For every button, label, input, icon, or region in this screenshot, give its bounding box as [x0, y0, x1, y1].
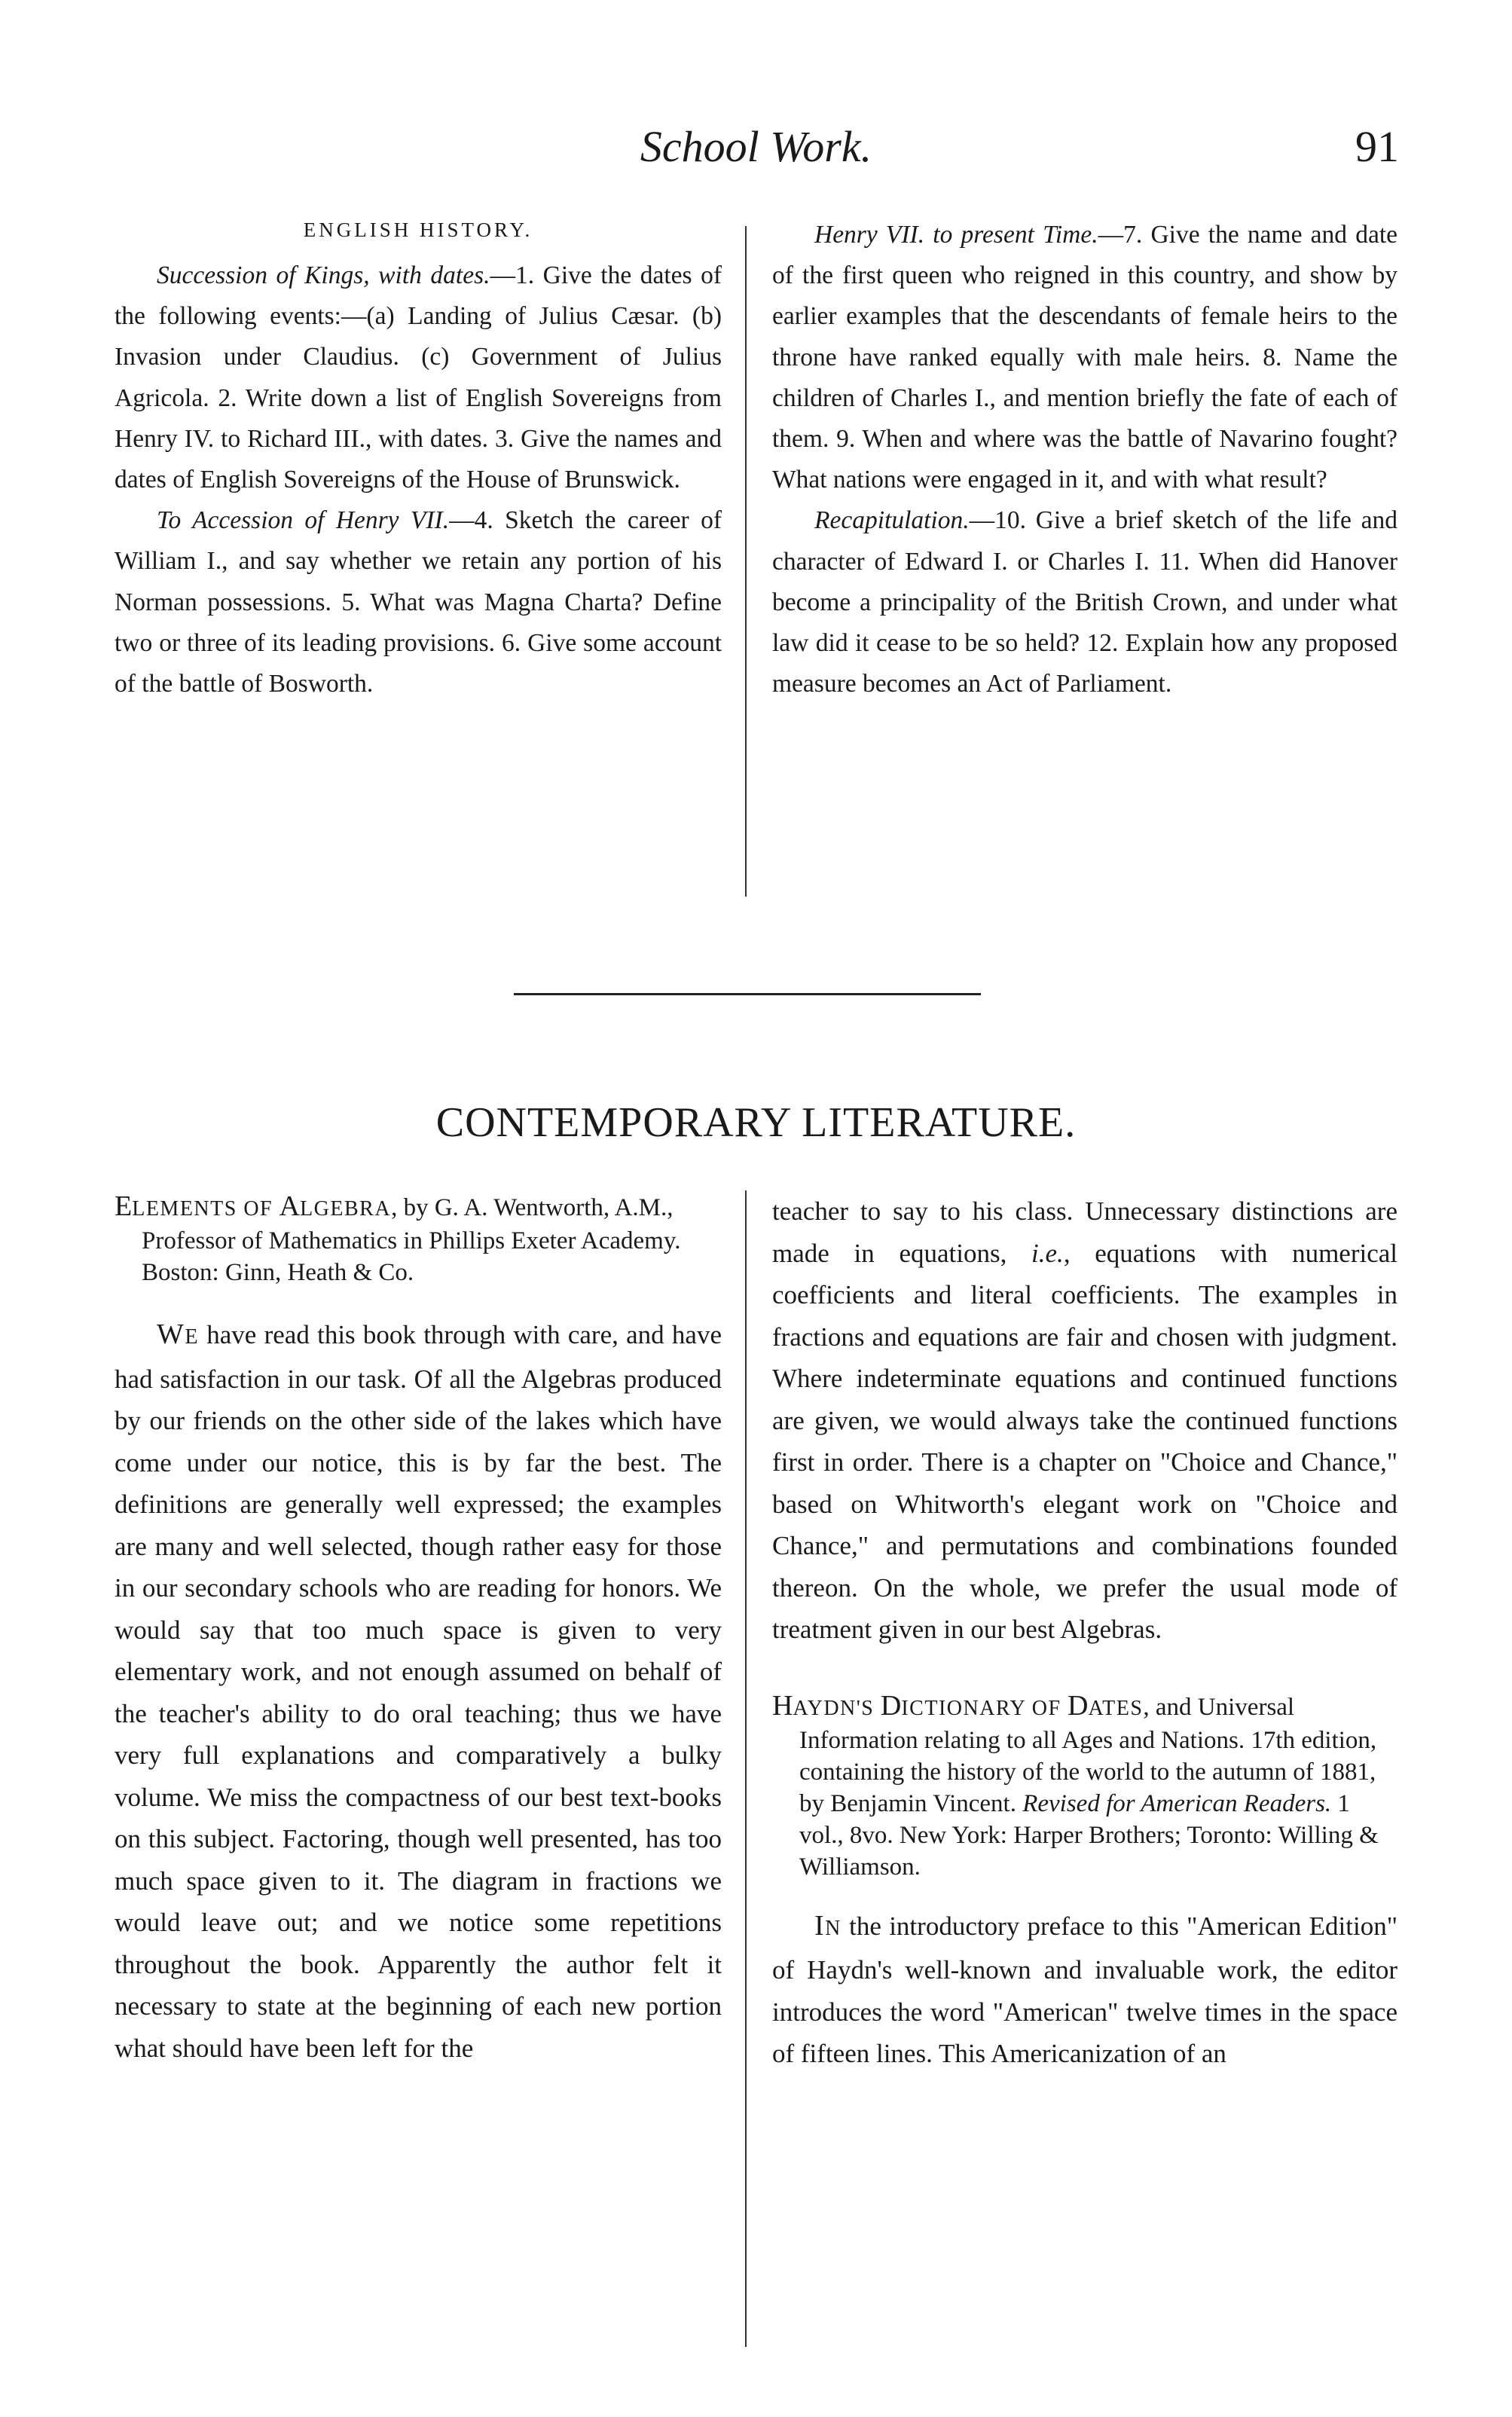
- history-subheading-1: Succession of Kings, with dates.: [157, 261, 490, 289]
- column-rule-bottom: [745, 1190, 747, 2347]
- literature-right-column: [772, 1190, 1397, 2075]
- review-1-body-continued: teacher to say to his class. Unnecessary distinctions are made in equations, i.e., equations with numerical coefficients and literal coefficients. The examples in fractions and equations are fair and chosen with judgment. Where indeterminate equations and continued functions are given, we would always take the continued functions first in order. There is a chapter on "Choice and Chance," based on Whitworth's elegant work on "Choice and Chance," and permutations and combinations founded thereon. On the whole, we prefer the usual mode of treatment given in our best Algebras.: [772, 1196, 1397, 1644]
- history-right-column: [772, 215, 1397, 704]
- review-2-body: IN the introductory preface to this "American Edition" of Haydn's well-known and invaluable work, the editor introduces the word "American" twelve times in the space of fifteen lines. This Americanization of an: [772, 1909, 1397, 2068]
- history-paragraph-1: Succession of Kings, with dates.—1. Give the dates of the following events:—(a) Landing of Julius Cæsar. (b) Invasion under Claudius. (c) Government of Julius Agricola. 2. Write down a list of English Sovereigns from Henry IV. to Richard III., with dates. 3. Give the names and dates of English Sovereigns of the House of Brunswick.: [115, 261, 722, 494]
- review-2-entry: HAYDN'S DICTIONARY OF DATES, and Universal Information relating to all Ages and Nations. 17th edition, containing the history of the world to the autumn of 1881, by Benjamin Vincent. Revised for American Readers. 1 vol., 8vo. New York: Harper Brothers; Toronto: Willing & Williamson.: [772, 1689, 1379, 1881]
- section-title: CONTEMPORARY LITERATURE.: [435, 1099, 1077, 1146]
- section-divider: [514, 993, 981, 995]
- literature-left-column: [115, 1190, 722, 2069]
- history-left-column: [115, 215, 722, 704]
- history-heading: ENGLISH HISTORY.: [303, 218, 533, 241]
- history-subheading-4: Recapitulation.: [814, 506, 970, 535]
- running-title: School Work.: [640, 122, 872, 171]
- history-paragraph-2: To Accession of Henry VII.—4. Sketch the career of William I., and say whether we retain any portion of his Norman possessions. 5. What was Magna Charta? Define two or three of its leading provisions. 6. Give some account of the battle of Bosworth.: [115, 506, 722, 698]
- history-subheading-3: Henry VII. to present Time.: [814, 221, 1098, 249]
- page-number: 91: [1355, 122, 1399, 171]
- history-paragraph-4: Recapitulation.—10. Give a brief sketch of the life and character of Edward I. or Charles I. 11. When did Hanover become a principality of the British Crown, and under what law did it cease to be so held? 12. Explain how any proposed measure becomes an Act of Parliament.: [772, 506, 1397, 698]
- review-1-body: WE have read this book through with care, and have had satisfaction in our task. Of all the Algebras produced by our friends on the other side of the lakes which have come under our notice, this is by far the best. The definitions are generally well expressed; the examples are many and well selected, though rather easy for those in our secondary schools who are reading for honors. We would say that too much space is given to very elementary work, and not enough assumed on behalf of the teacher's ability to do oral teaching; thus we have very full explanations and comparatively a bulky volume. We miss the compactness of our best text-books on this subject. Factoring, though well presented, has too much space given to it. The diagram in fractions we would leave out; and we notice some repetitions throughout the book. Apparently the author felt it necessary to state at the beginning of each new portion what should have been left for the: [115, 1319, 722, 2063]
- history-subheading-2: To Accession of Henry VII.: [157, 506, 450, 535]
- review-1-entry: ELEMENTS OF ALGEBRA, by G. A. Wentworth, A.M., Professor of Mathematics in Phillips Exeter Academy. Boston: Ginn, Heath & Co.: [115, 1190, 681, 1286]
- running-head: [0, 121, 1512, 181]
- history-paragraph-3: Henry VII. to present Time.—7. Give the name and date of the first queen who reigned in this country, and show by earlier examples that the descendants of female heirs to the throne have ranked equally with male heirs. 8. Name the children of Charles I., and mention briefly the fate of each of them. 9. When and where was the battle of Navarino fought? What nations were engaged in it, and with what result?: [772, 221, 1397, 494]
- column-rule-top: [745, 226, 747, 897]
